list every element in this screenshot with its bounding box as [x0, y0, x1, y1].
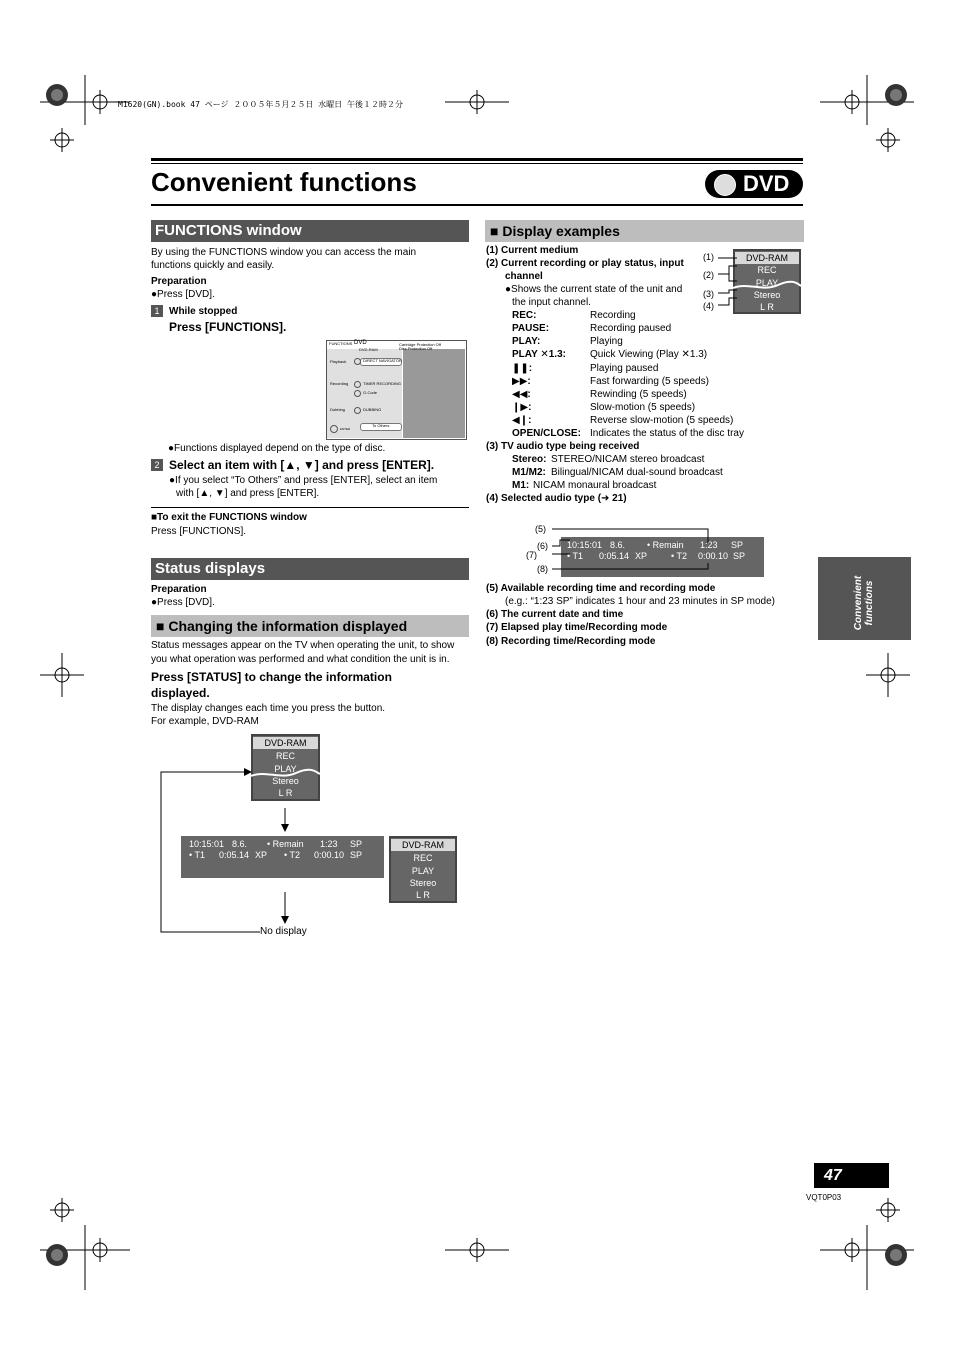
fs-opt-2: TIMER RECORDING [363, 381, 401, 386]
bar-b-t2-label: • T2 [284, 850, 300, 860]
status-row-7-value: Slow-motion (5 speeds) [590, 402, 696, 413]
panel-a-audio: Stereo [272, 776, 299, 786]
page-number: 47 [824, 1167, 842, 1184]
step-1-small: While stopped [169, 306, 238, 317]
panel-c-play: PLAY [411, 866, 435, 876]
example-panel-play: PLAY [755, 278, 779, 288]
example-bar-date: 8.6. [610, 540, 626, 550]
bar-b-t1-time: 0:05.14 [219, 850, 250, 860]
panel-c-media: DVD-RAM [391, 839, 455, 851]
example-item-5-note: (e.g.: “1:23 SP” indicates 1 hour and 23 minutes in SP mode) [505, 596, 775, 607]
status-prep-item: ●Press [DVD]. [151, 597, 215, 608]
fs-row-recording: Recording [330, 381, 349, 386]
fs-opt-3: G-Code [363, 390, 378, 395]
callout-4: (4) [703, 301, 714, 311]
example-panel-audio: Stereo [753, 290, 781, 300]
callout-lines-1-4 [715, 250, 745, 310]
step-2-main: Select an item with [▲, ▼] and press [ENTER]. [169, 458, 435, 472]
callout-6: (6) [537, 541, 548, 551]
side-tab [818, 557, 911, 640]
audio-row-1-key: M1/M2: [512, 467, 546, 478]
example-bar-t2-label: • T2 [671, 551, 687, 561]
callout-8: (8) [537, 564, 548, 574]
example-panel-channels: L R [760, 302, 774, 312]
functions-prep-item: ●Press [DVD]. [151, 289, 215, 300]
bar-b-remain-mode: SP [350, 839, 363, 849]
example-item-2-note-2: the input channel. [512, 297, 591, 308]
example-item-5: (5) Available recording time and recording mode [486, 583, 716, 594]
bar-b-remain-time: 1:23 [320, 839, 338, 849]
callout-2: (2) [703, 270, 714, 280]
example-bar-t2-mode: SP [733, 551, 746, 561]
panel-c-rec: REC [413, 853, 433, 863]
fs-header-left: FUNCTIONS [329, 341, 353, 346]
panel-c-channels: L R [416, 890, 430, 900]
status-row-6-key: ◀◀: [512, 389, 531, 400]
step-2-num: 2 [154, 460, 160, 470]
no-display-label: No display [260, 926, 307, 937]
functions-note: ●Functions displayed depend on the type of disc. [168, 443, 386, 454]
fs-header-right-2: Disc Protection Off [399, 346, 433, 351]
example-item-2b: channel [505, 271, 543, 282]
step-1-num: 1 [154, 306, 160, 316]
fs-row-dubbing: Dubbing [330, 407, 345, 412]
example-item-2-note-1: ●Shows the current state of the unit and [505, 284, 683, 295]
status-note-1: The display changes each time you press the button. [151, 703, 386, 714]
panel-a-rec: REC [275, 751, 295, 761]
example-bar-t1-time: 0:05.14 [599, 551, 630, 561]
fs-opt-5: To Others [372, 423, 390, 428]
functions-screen-right [403, 349, 465, 438]
status-row-8-key: ◀❙: [512, 415, 532, 426]
status-row-6-value: Rewinding (5 speeds) [590, 389, 687, 400]
status-row-8-value: Reverse slow-motion (5 speeds) [590, 415, 734, 426]
title-rule-bottom [151, 204, 803, 206]
dvd-badge [705, 170, 803, 198]
step-2-badge [151, 459, 163, 471]
print-header: M1620(GN).book 47 ページ ２００５年５月２５日 水曜日 午後１２時２分 [118, 100, 403, 109]
fs-opt-1: DIRECT NAVIGATOR [363, 358, 402, 363]
exit-text: Press [FUNCTIONS]. [151, 526, 247, 537]
fs-header-dvd: DVD [354, 340, 367, 346]
audio-row-0-value: STEREO/NICAM stereo broadcast [551, 454, 705, 465]
fs-opt-4: DUBBING [363, 407, 382, 412]
page-number-box [814, 1163, 889, 1188]
status-instruction-2: displayed. [151, 686, 210, 700]
example-bar-remain-time: 1:23 [700, 540, 718, 550]
status-row-9-value: Indicates the status of the disc tray [590, 428, 744, 439]
fs-icon-enter [330, 425, 338, 433]
doc-code: VQT0P03 [806, 1193, 842, 1202]
status-time-bar-b [181, 836, 384, 878]
fs-icon-3 [354, 390, 361, 397]
bar-b-clock: 10:15:01 [189, 839, 225, 849]
status-row-7-key: ❙▶: [512, 402, 532, 413]
fs-header-right-1: Cartridge Protection Off [399, 342, 441, 347]
disc-icon [714, 174, 736, 196]
bar-b-t1-mode: XP [255, 850, 268, 860]
functions-screen [326, 340, 467, 440]
status-body-1: Status messages appear on the TV when operating the unit, to show [151, 640, 455, 651]
exit-divider [151, 507, 469, 508]
bar-b-date: 8.6. [232, 839, 248, 849]
audio-row-0-key: Stereo: [512, 454, 547, 465]
callout-5: (5) [535, 524, 546, 534]
status-row-0-value: Recording [590, 310, 636, 321]
status-row-1-value: Recording paused [590, 323, 672, 334]
fs-icon-1 [354, 358, 361, 365]
bar-b-t2-mode: SP [350, 850, 363, 860]
panel-a-channels: L R [278, 788, 293, 798]
status-instruction-1: Press [STATUS] to change the information [151, 670, 392, 684]
fs-row-playback: Playback [330, 359, 347, 364]
example-item-6: (6) The current date and time [486, 609, 624, 620]
example-bar-clock: 10:15:01 [567, 540, 603, 550]
audio-row-1-value: Bilingual/NICAM dual-sound broadcast [551, 467, 723, 478]
panel-a-media: DVD-RAM [253, 737, 318, 749]
example-item-7: (7) Elapsed play time/Recording mode [486, 622, 668, 633]
status-row-4-key: ❚❚: [512, 363, 533, 374]
functions-prep-label: Preparation [151, 276, 207, 287]
functions-intro-2: functions quickly and easily. [151, 260, 275, 271]
example-item-4: (4) Selected audio type (➜ 21) [486, 493, 627, 504]
step-1-main: Press [FUNCTIONS]. [169, 320, 287, 334]
example-item-3: (3) TV audio type being received [486, 441, 640, 452]
example-item-8: (8) Recording time/Recording mode [486, 636, 656, 647]
status-row-1-key: PAUSE: [512, 323, 550, 334]
example-bar-t2-time: 0:00.10 [698, 551, 729, 561]
status-prep-label: Preparation [151, 584, 207, 595]
example-bar-remain-label: • Remain [647, 540, 684, 550]
panel-a-play: PLAY [274, 764, 297, 774]
audio-row-2-value: NICAM monaural broadcast [533, 480, 657, 491]
example-item-2a: (2) Current recording or play status, input [486, 258, 684, 269]
display-examples-heading: ■ Display examples [485, 220, 804, 242]
exit-heading: ■To exit the FUNCTIONS window [151, 512, 307, 523]
status-displays-heading: Status displays [151, 558, 469, 580]
title-rule-top-thin [151, 163, 803, 164]
functions-window-heading: FUNCTIONS window [151, 220, 469, 242]
callout-3: (3) [703, 289, 714, 299]
bar-b-t2-time: 0:00.10 [314, 850, 345, 860]
example-panel-media: DVD-RAM [735, 252, 799, 264]
dvd-badge-label: DVD [743, 171, 790, 196]
status-row-3-key: PLAY ✕1.3: [512, 349, 566, 360]
status-row-2-key: PLAY: [512, 336, 541, 347]
example-panel-rec: REC [757, 265, 777, 275]
functions-intro-1: By using the FUNCTIONS window you can access the main [151, 247, 417, 258]
example-bar-remain-mode: SP [731, 540, 744, 550]
step-2-note-1: ●If you select “To Others” and press [ENTER], select an item [169, 475, 438, 486]
step-2-note-2: with [▲, ▼] and press [ENTER]. [176, 488, 320, 499]
page-title: Convenient functions [151, 167, 417, 197]
fs-icon-2 [354, 381, 361, 388]
bar-b-remain-label: • Remain [267, 839, 304, 849]
fs-footer: ENTER [340, 427, 351, 431]
step-1-badge [151, 305, 163, 317]
status-row-0-key: REC: [512, 310, 537, 321]
example-bar-t1-mode: XP [635, 551, 648, 561]
bar-b-t1-label: • T1 [189, 850, 205, 860]
side-tab-label: Convenient functions [853, 575, 875, 631]
status-body-2: you what operation was performed and what condition the unit is in. [151, 654, 450, 665]
status-row-2-value: Playing [590, 336, 623, 347]
status-panel-c [389, 836, 457, 903]
status-row-5-value: Fast forwarding (5 speeds) [590, 376, 709, 387]
callout-1: (1) [703, 252, 714, 262]
callout-lines-5-8 [540, 525, 720, 575]
audio-row-2-key: M1: [512, 480, 530, 491]
callout-7: (7) [526, 550, 537, 560]
status-row-3-value: Quick Viewing (Play ✕1.3) [590, 349, 708, 360]
status-row-4-value: Playing paused [590, 363, 659, 374]
example-bar-t1-label: • T1 [567, 551, 583, 561]
example-item-1: (1) Current medium [486, 245, 579, 256]
title-rule-top [151, 158, 803, 161]
fs-icon-4 [354, 407, 361, 414]
status-note-2: For example, DVD-RAM [151, 716, 259, 727]
status-row-9-key: OPEN/CLOSE: [512, 428, 581, 439]
panel-c-audio: Stereo [409, 878, 437, 888]
status-row-5-key: ▶▶: [512, 376, 531, 387]
fs-header-media: DVD-RAM [359, 347, 378, 352]
changing-info-heading: ■ Changing the information displayed [151, 615, 469, 637]
